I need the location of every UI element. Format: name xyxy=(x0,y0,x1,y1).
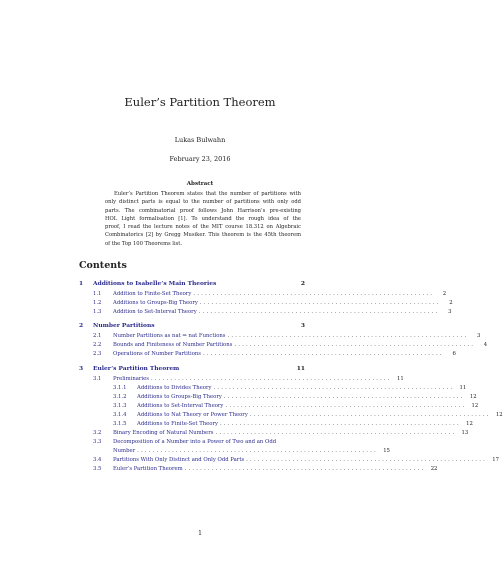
toc-entry[interactable]: 3.1.1 Additions to Divides Theory .............................................................. 11 xyxy=(113,385,467,391)
toc-section-2[interactable] xyxy=(79,322,305,329)
toc-entry[interactable]: 1.1 Addition to Finite-Set Theory .............................................................. 2 xyxy=(93,291,447,297)
toc-section-page: 3 xyxy=(300,322,305,329)
abstract-heading: Abstract xyxy=(186,181,214,187)
toc-entry[interactable]: 3.1.4 Additions to Nat Theory or Power Theory .............................................................. 12 xyxy=(113,412,503,418)
toc-entry[interactable]: 3.1.2 Additions to Groups-Big Theory .............................................................. 12 xyxy=(113,394,477,400)
abstract-line: HOL Light formalisation [1]. To understand the rough idea of the xyxy=(105,215,301,222)
toc-section-3[interactable] xyxy=(79,365,305,372)
abstract-line: of the Top 100 Theorems list. xyxy=(105,240,183,247)
toc-entry[interactable]: 3.2 Binary Encoding of Natural Numbers .............................................................. 13 xyxy=(93,430,469,436)
toc-section-number: 2 xyxy=(79,322,84,329)
paper-date: February 23, 2016 xyxy=(169,155,231,163)
toc-entry[interactable]: 3.5 Euler’s Partition Theorem .............................................................. 22 xyxy=(93,466,438,472)
toc-entry[interactable]: 3.3 Decomposition of a Number into a Power of Two and an Odd xyxy=(93,439,277,445)
toc-section-title: Number Partitions xyxy=(93,322,155,329)
contents-heading: Contents xyxy=(79,260,127,271)
abstract-line: Combinatorics [2] by Gregg Musiker. This theorem is the 45th theorem xyxy=(105,232,301,239)
abstract-line: Euler’s Partition Theorem states that the number of partitions with xyxy=(114,191,301,197)
toc-entry[interactable]: 3.1 Preliminaries .............................................................. 11 xyxy=(93,376,404,382)
page-number: 1 xyxy=(198,530,202,537)
abstract-body xyxy=(105,190,301,248)
toc-section-1[interactable] xyxy=(79,280,305,287)
toc-entry[interactable]: 3.1.5 Additions to Finite-Set Theory .............................................................. 12 xyxy=(113,421,473,427)
toc-section-number: 3 xyxy=(79,365,84,372)
toc-section-title: Additions to Isabelle’s Main Theories xyxy=(93,280,217,287)
abstract-line: only distinct parts is equal to the number of partitions with only odd xyxy=(105,199,301,206)
toc-entry[interactable]: 2.3 Operations of Number Partitions .............................................................. 6 xyxy=(93,351,456,357)
paper-author: Lukas Bulwahn xyxy=(174,136,226,144)
toc-section-number: 1 xyxy=(79,280,84,287)
toc-entry[interactable]: 2.1 Number Partitions as nat ⇒ nat Functions .............................................................. 3 xyxy=(93,333,481,339)
toc-entry[interactable]: 3.1.3 Additions to Set-Interval Theory .............................................................. 12 xyxy=(113,403,479,409)
toc-entry-continued[interactable]: Number .............................................................. 15 xyxy=(113,448,390,454)
toc-entry[interactable]: 3.4 Partitions With Only Distinct and Only Odd Parts .............................................................. 17 xyxy=(93,457,499,463)
toc-section-page: 11 xyxy=(296,365,305,372)
toc-section-title: Euler’s Partition Theorem xyxy=(93,365,180,372)
abstract-line: parts. The combinatorial proof follows John Harrison’s pre-existing xyxy=(105,207,301,214)
toc-entry[interactable]: 2.2 Bounds and Finiteness of Number Partitions .............................................................. 4 xyxy=(93,342,488,348)
toc-section-page: 2 xyxy=(300,280,305,287)
paper-title: Euler’s Partition Theorem xyxy=(124,95,276,109)
toc-entry[interactable]: 1.3 Addition to Set-Interval Theory .............................................................. 3 xyxy=(93,309,452,315)
toc-entry[interactable]: 1.2 Additions to Groups-Big Theory .............................................................. 2 xyxy=(93,300,453,306)
abstract-line: proof, I read the lecture notes of the MIT course 18.312 on Algebraic xyxy=(105,224,301,231)
